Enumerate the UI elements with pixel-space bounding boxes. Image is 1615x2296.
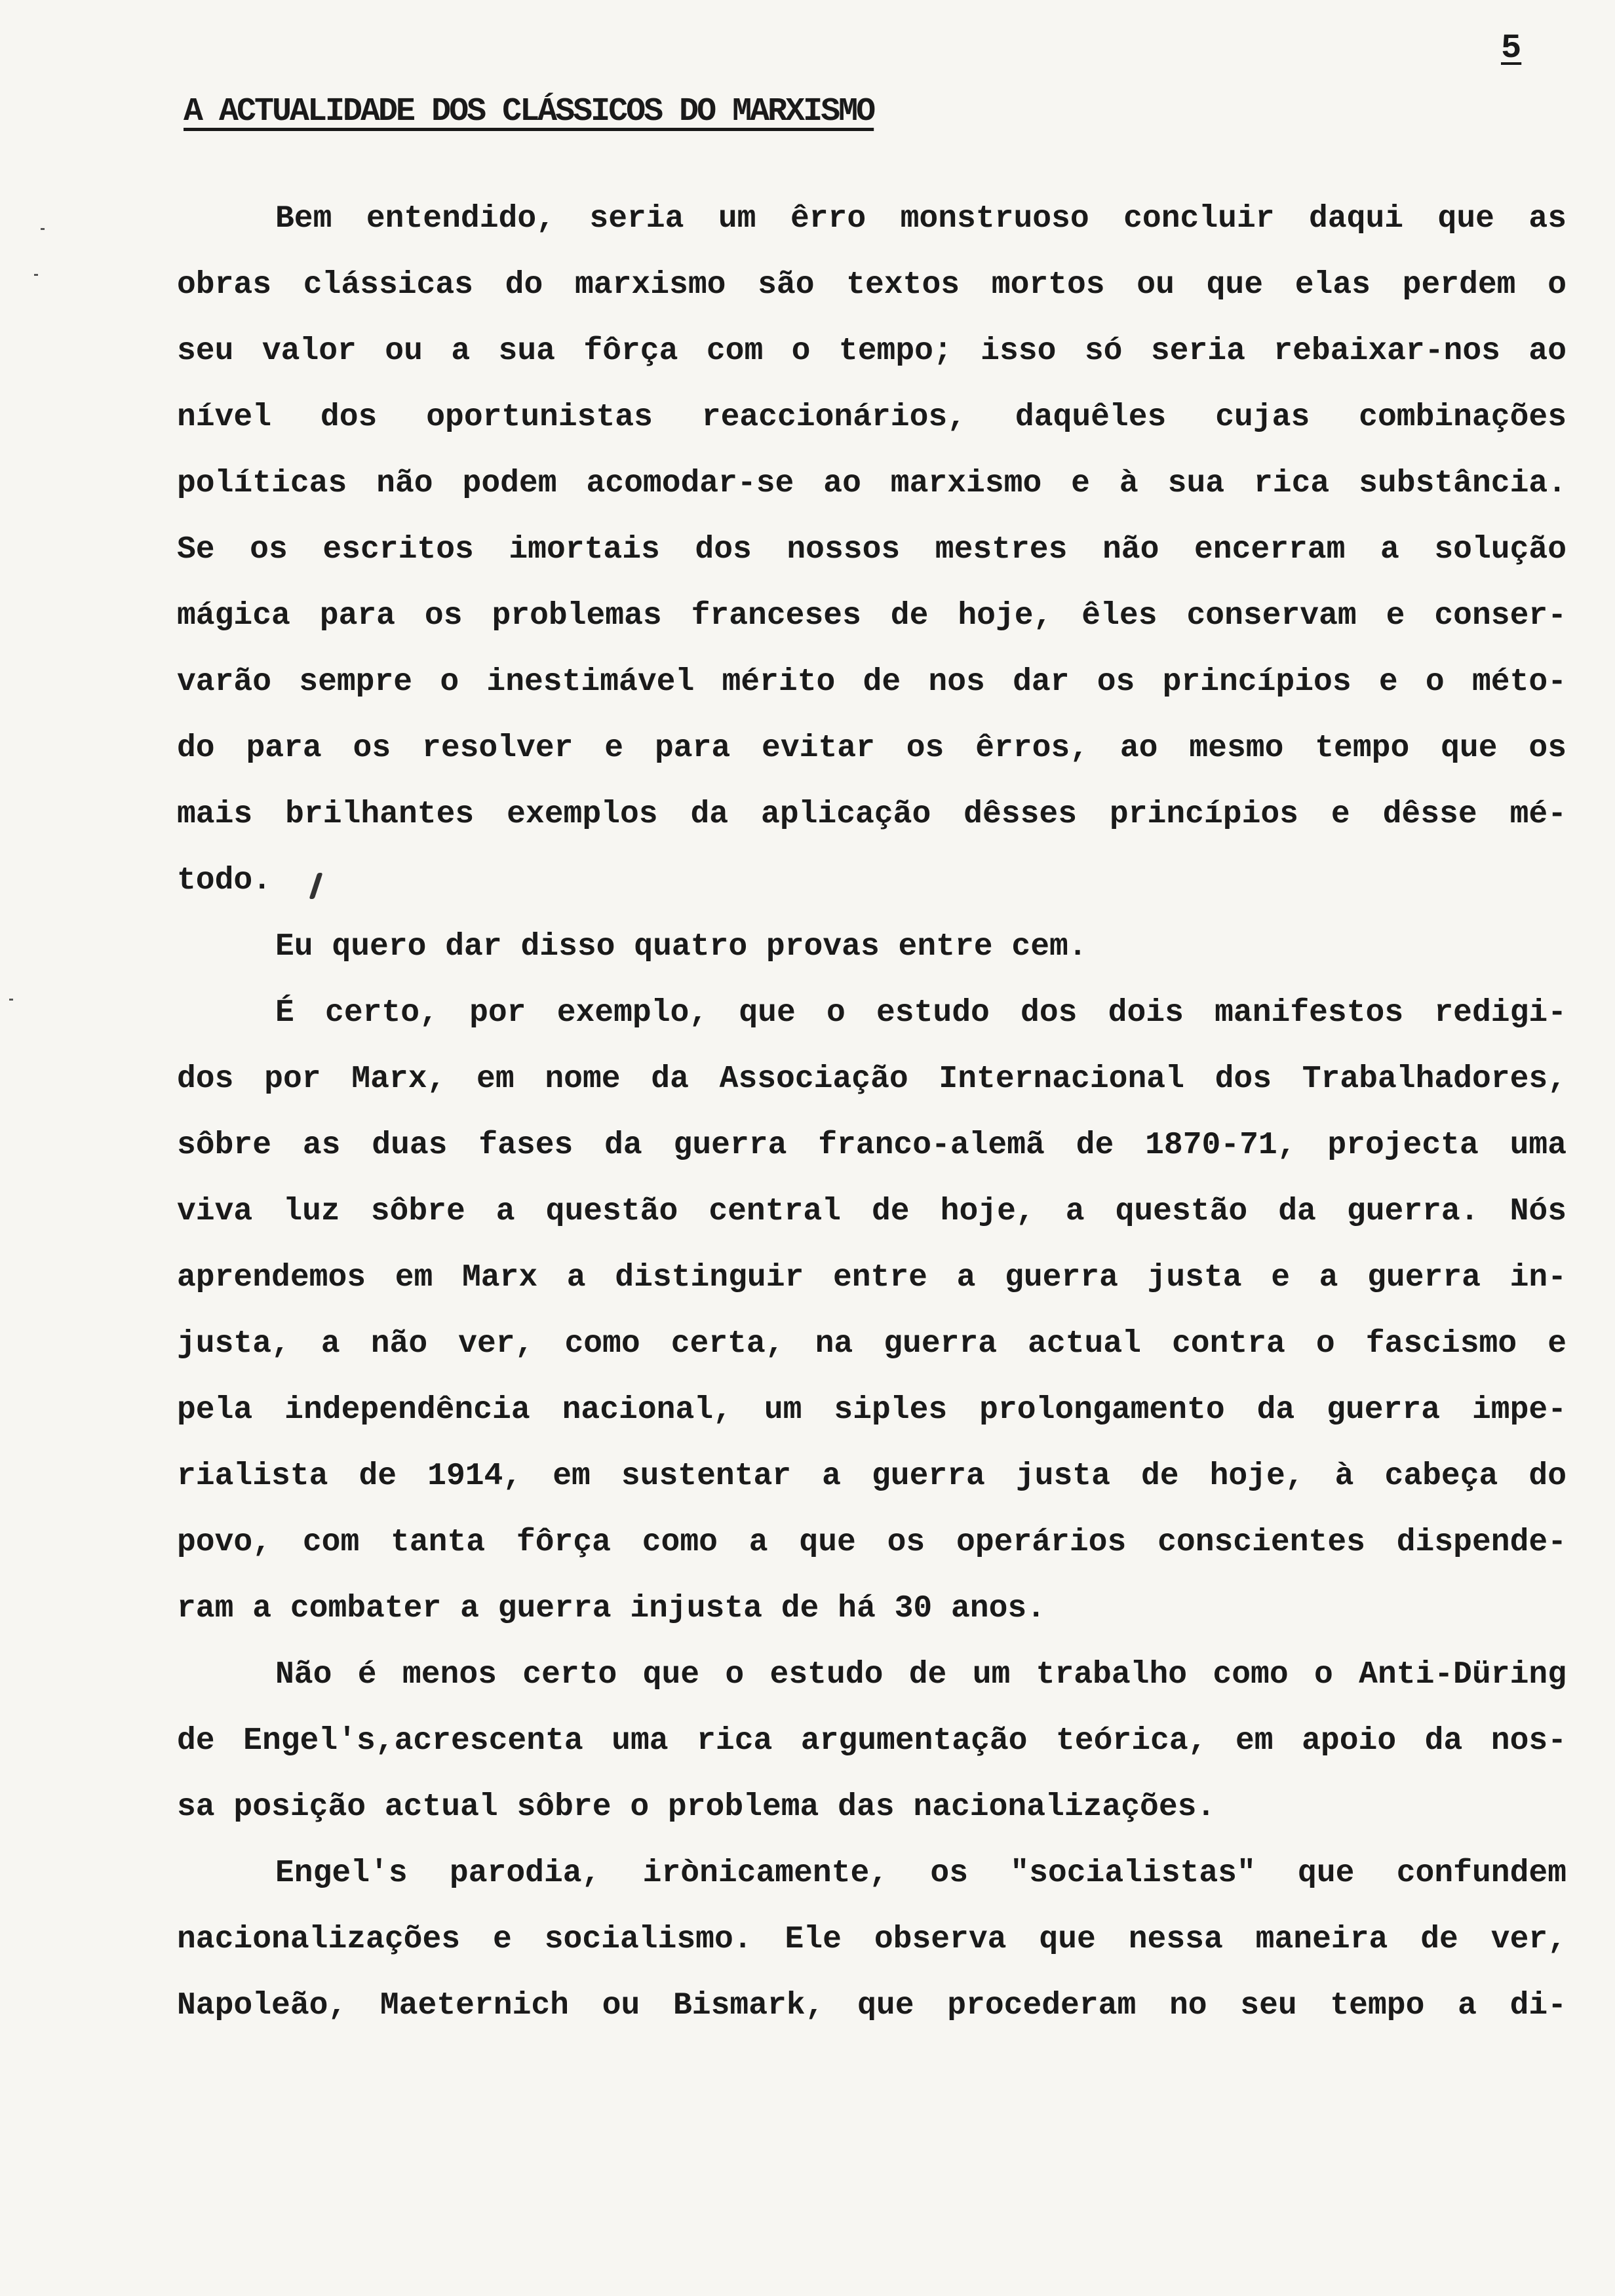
text-line: seu valor ou a sua fôrça com o tempo; isso só seria rebaixar-nos ao	[177, 334, 1566, 369]
text-line: viva luz sôbre a questão central de hoje, a questão da guerra. Nós	[177, 1194, 1566, 1229]
text-line: sôbre as duas fases da guerra franco-alemã de 1870-71, projecta uma	[177, 1128, 1566, 1163]
text-line: Se os escritos imortais dos nossos mestres não encerram a solução	[177, 532, 1566, 567]
text-line: mágica para os problemas franceses de hoje, êles conservam e conser-	[177, 598, 1566, 634]
text-line: do para os resolver e para evitar os êrros, ao mesmo tempo que os	[177, 731, 1566, 766]
text-line: todo.	[177, 863, 272, 898]
text-line: ram a combater a guerra injusta de há 30 anos.	[177, 1591, 1046, 1626]
text-line: de Engel's,acrescenta uma rica argumentação teórica, em apoio da nos-	[177, 1723, 1566, 1759]
margin-mark	[9, 999, 13, 1001]
text-line: nível dos oportunistas reaccionários, daquêles cujas combinações	[177, 400, 1566, 435]
text-line: Não é menos certo que o estudo de um trabalho como o Anti-Düring	[275, 1657, 1566, 1693]
text-line: políticas não podem acomodar-se ao marxismo e à sua rica substância.	[177, 466, 1566, 501]
text-line: rialista de 1914, em sustentar a guerra justa de hoje, à cabeça do	[177, 1459, 1566, 1494]
document-title: A ACTUALIDADE DOS CLÁSSICOS DO MARXISMO	[184, 93, 874, 130]
margin-mark	[34, 274, 38, 276]
text-line: É certo, por exemplo, que o estudo dos dois manifestos redigi-	[275, 995, 1566, 1031]
text-line: justa, a não ver, como certa, na guerra actual contra o fascismo e	[177, 1326, 1566, 1362]
text-line: varão sempre o inestimável mérito de nos dar os princípios e o méto-	[177, 664, 1566, 700]
text-line: dos por Marx, em nome da Associação Internacional dos Trabalhadores,	[177, 1062, 1566, 1097]
page-number: 5	[1501, 29, 1522, 67]
text-line: Eu quero dar disso quatro provas entre cem.	[275, 929, 1087, 965]
text-line: povo, com tanta fôrça como a que os operários conscientes dispende-	[177, 1525, 1566, 1560]
text-line: pela independência nacional, um siples prolongamento da guerra impe-	[177, 1392, 1566, 1428]
text-line: sa posição actual sôbre o problema das nacionalizações.	[177, 1789, 1216, 1825]
document-body	[177, 186, 1566, 2039]
text-line: Napoleão, Maeternich ou Bismark, que procederam no seu tempo a di-	[177, 1988, 1566, 2023]
text-line: obras clássicas do marxismo são textos mortos ou que elas perdem o	[177, 267, 1566, 303]
text-line: nacionalizações e socialismo. Ele observa que nessa maneira de ver,	[177, 1922, 1566, 1957]
text-line: aprendemos em Marx a distinguir entre a guerra justa e a guerra in-	[177, 1260, 1566, 1295]
text-line: mais brilhantes exemplos da aplicação dêsses princípios e dêsse mé-	[177, 797, 1566, 832]
margin-mark	[41, 228, 45, 230]
text-line: Engel's parodia, irònicamente, os "socialistas" que confundem	[275, 1856, 1566, 1891]
text-line: Bem entendido, seria um êrro monstruoso concluir daqui que as	[275, 201, 1566, 237]
